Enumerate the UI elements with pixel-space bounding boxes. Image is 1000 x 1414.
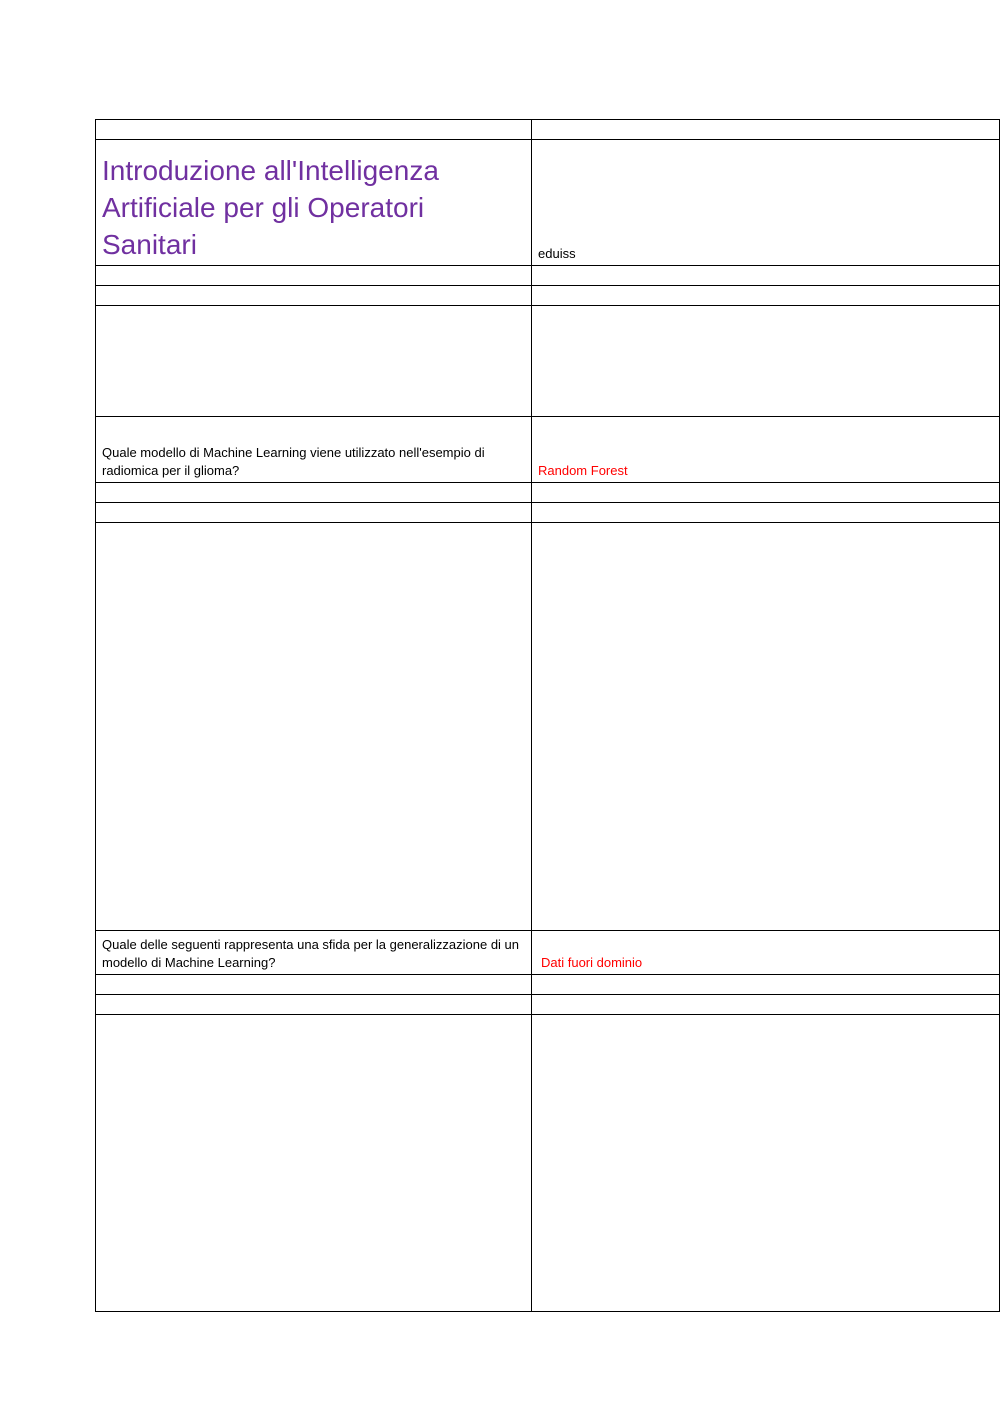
document-title: Introduzione all'Intelligenza Artificiale per gli Operatori Sanitari bbox=[102, 155, 439, 260]
question-text: Quale modello di Machine Learning viene utilizzato nell'esempio di radiomica per il glioma? bbox=[102, 445, 485, 478]
question-row bbox=[96, 417, 1000, 483]
spacer-row bbox=[96, 995, 1000, 1015]
cell[interactable] bbox=[532, 995, 1000, 1015]
cell[interactable] bbox=[96, 286, 532, 306]
cell[interactable] bbox=[532, 306, 1000, 417]
cell[interactable] bbox=[532, 266, 1000, 286]
cell[interactable] bbox=[96, 975, 532, 995]
spacer-row bbox=[96, 286, 1000, 306]
cell[interactable] bbox=[532, 286, 1000, 306]
cell[interactable] bbox=[532, 503, 1000, 523]
answer-cell[interactable] bbox=[532, 931, 1000, 975]
cell[interactable] bbox=[532, 523, 1000, 931]
question-cell[interactable] bbox=[96, 931, 532, 975]
title-cell[interactable] bbox=[96, 140, 532, 266]
cell[interactable] bbox=[96, 523, 532, 931]
question-row bbox=[96, 931, 1000, 975]
blank-block-row bbox=[96, 306, 1000, 417]
spacer-row bbox=[96, 483, 1000, 503]
cell[interactable] bbox=[96, 306, 532, 417]
spacer-row bbox=[96, 266, 1000, 286]
blank-block-row bbox=[96, 523, 1000, 931]
quiz-sheet-table bbox=[95, 119, 1000, 1312]
cell[interactable] bbox=[532, 120, 1000, 140]
author-label: eduiss bbox=[538, 246, 576, 261]
cell[interactable] bbox=[532, 483, 1000, 503]
blank-block-row bbox=[96, 1015, 1000, 1312]
cell[interactable] bbox=[96, 483, 532, 503]
question-text: Quale delle seguenti rappresenta una sfida per la generalizzazione di un modello di Machine Learning? bbox=[102, 937, 520, 970]
answer-text: Random Forest bbox=[538, 463, 628, 478]
title-row bbox=[96, 140, 1000, 266]
cell[interactable] bbox=[96, 120, 532, 140]
question-cell[interactable] bbox=[96, 417, 532, 483]
spacer-row bbox=[96, 975, 1000, 995]
cell[interactable] bbox=[96, 1015, 532, 1312]
author-cell[interactable] bbox=[532, 140, 1000, 266]
cell[interactable] bbox=[96, 266, 532, 286]
answer-text: Dati fuori dominio bbox=[541, 955, 643, 970]
answer-cell[interactable] bbox=[532, 417, 1000, 483]
cell[interactable] bbox=[532, 1015, 1000, 1312]
cell[interactable] bbox=[532, 975, 1000, 995]
cell[interactable] bbox=[96, 995, 532, 1015]
cell[interactable] bbox=[96, 503, 532, 523]
spacer-row bbox=[96, 120, 1000, 140]
spacer-row bbox=[96, 503, 1000, 523]
